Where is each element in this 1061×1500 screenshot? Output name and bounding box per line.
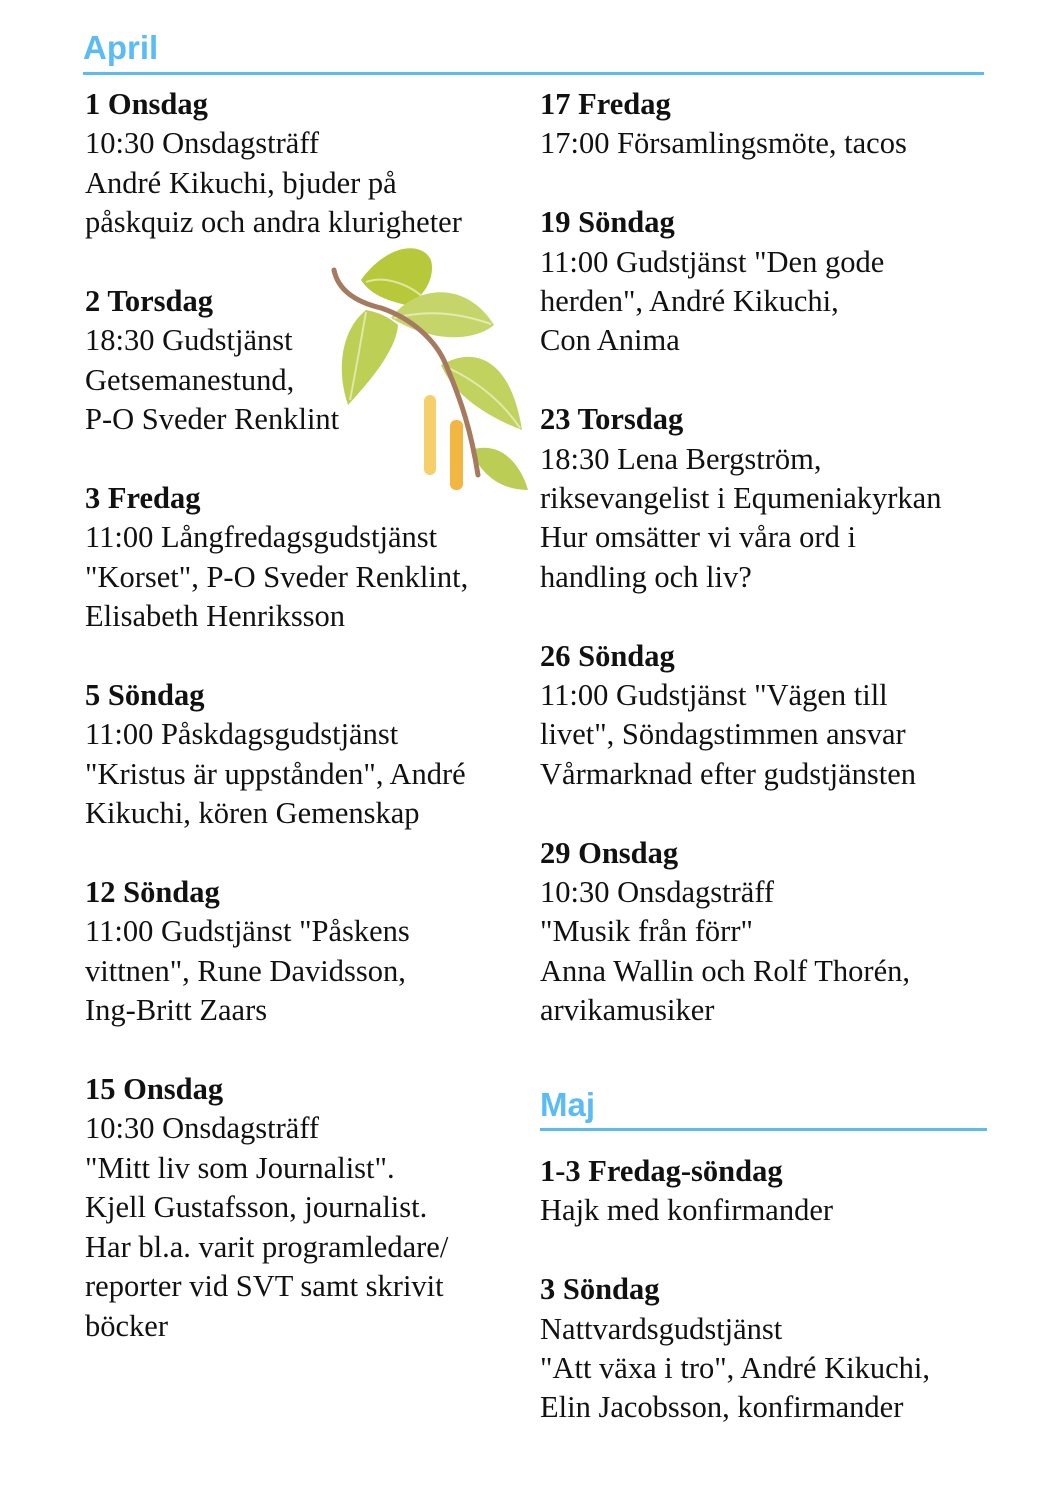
event-detail: 11:00 Gudstjänst "Vägen till xyxy=(540,678,888,713)
event-detail: påskquiz och andra klurigheter xyxy=(85,205,462,240)
month-divider-maj xyxy=(540,1128,987,1131)
event-detail: Hajk med konfirmander xyxy=(540,1193,834,1228)
event-detail: Elisabeth Henriksson xyxy=(85,599,346,634)
event-date: 12 Söndag xyxy=(85,875,220,910)
event-date: 23 Torsdag xyxy=(540,402,684,437)
event-detail: "Musik från förr" xyxy=(540,914,753,949)
event xyxy=(85,479,535,637)
event-date: 3 Söndag xyxy=(540,1272,660,1307)
event xyxy=(85,873,535,1031)
catkin xyxy=(450,420,463,490)
event-date: 19 Söndag xyxy=(540,205,675,240)
event xyxy=(540,1152,990,1231)
event-detail: 11:00 Påskdagsgudstjänst xyxy=(85,717,399,752)
event-detail: 10:30 Onsdagsträff xyxy=(85,126,320,161)
event xyxy=(85,1070,535,1346)
birch-branch-illustration xyxy=(326,240,530,494)
event-detail: Anna Wallin och Rolf Thorén, xyxy=(540,953,910,988)
event-date: 29 Onsdag xyxy=(540,835,679,870)
event-detail: 18:30 Lena Bergström, xyxy=(540,441,822,476)
event xyxy=(85,676,535,834)
event-date: 5 Söndag xyxy=(85,678,205,713)
event-detail: 10:30 Onsdagsträff xyxy=(540,875,775,910)
event-detail: livet", Söndagstimmen ansvar xyxy=(540,717,906,752)
event-detail: 11:00 Gudstjänst "Den gode xyxy=(540,244,885,279)
april-right-column xyxy=(540,85,990,1070)
catkin xyxy=(424,395,436,475)
event-date: 2 Torsdag xyxy=(85,284,213,319)
event-detail: Nattvardsgudstjänst xyxy=(540,1311,783,1346)
event-date: 17 Fredag xyxy=(540,87,671,121)
event-detail: böcker xyxy=(85,1308,168,1343)
event xyxy=(85,85,535,243)
event xyxy=(540,637,990,795)
event-date: 15 Onsdag xyxy=(85,1072,224,1107)
event-detail: 17:00 Församlingsmöte, tacos xyxy=(540,126,907,161)
event-detail: "Att växa i tro", André Kikuchi, xyxy=(540,1351,930,1386)
event-detail: Vårmarknad efter gudstjänsten xyxy=(540,756,917,791)
month-heading-maj: Maj xyxy=(540,1086,596,1123)
event-detail: 11:00 Långfredagsgudstjänst xyxy=(85,520,438,555)
event-detail: handling och liv? xyxy=(540,559,752,594)
event-detail: riksevangelist i Equmeniakyrkan xyxy=(540,481,942,516)
event-date: 1 Onsdag xyxy=(85,87,208,121)
event xyxy=(540,203,990,361)
event-detail: Har bl.a. varit programledare/ xyxy=(85,1229,449,1264)
maj-column xyxy=(540,1152,990,1467)
event-detail: P-O Sveder Renklint xyxy=(85,402,340,437)
month-divider-april xyxy=(83,72,984,75)
event-detail: Elin Jacobsson, konfirmander xyxy=(540,1390,904,1425)
event-detail: reporter vid SVT samt skrivit xyxy=(85,1269,444,1304)
event-detail: "Korset", P-O Sveder Renklint, xyxy=(85,559,469,594)
event-date: 3 Fredag xyxy=(85,481,201,516)
event-detail: Kikuchi, kören Gemenskap xyxy=(85,796,420,831)
event-detail: 11:00 Gudstjänst "Påskens xyxy=(85,914,410,949)
event xyxy=(540,834,990,1031)
event-detail: André Kikuchi, bjuder på xyxy=(85,165,397,200)
event-detail: 10:30 Onsdagsträff xyxy=(85,1111,320,1146)
event-detail: "Mitt liv som Journalist". xyxy=(85,1150,395,1185)
event-detail: "Kristus är uppstånden", André xyxy=(85,756,466,791)
event-detail: Ing-Britt Zaars xyxy=(85,993,268,1028)
event-detail: Hur omsätter vi våra ord i xyxy=(540,520,856,555)
event-detail: Con Anima xyxy=(540,323,680,358)
event-detail: vittnen", Rune Davidsson, xyxy=(85,953,406,988)
event xyxy=(540,85,990,164)
event xyxy=(540,1270,990,1428)
event-detail: arvikamusiker xyxy=(540,993,715,1028)
event-detail: herden", André Kikuchi, xyxy=(540,284,839,319)
event-date: 26 Söndag xyxy=(540,638,675,673)
event-date: 1-3 Fredag-söndag xyxy=(540,1154,783,1188)
event-detail: 18:30 Gudstjänst xyxy=(85,323,293,358)
event xyxy=(540,400,990,597)
event-detail: Kjell Gustafsson, journalist. xyxy=(85,1190,428,1225)
month-heading-april: April xyxy=(83,29,159,66)
event-detail: Getsemanestund, xyxy=(85,362,295,397)
